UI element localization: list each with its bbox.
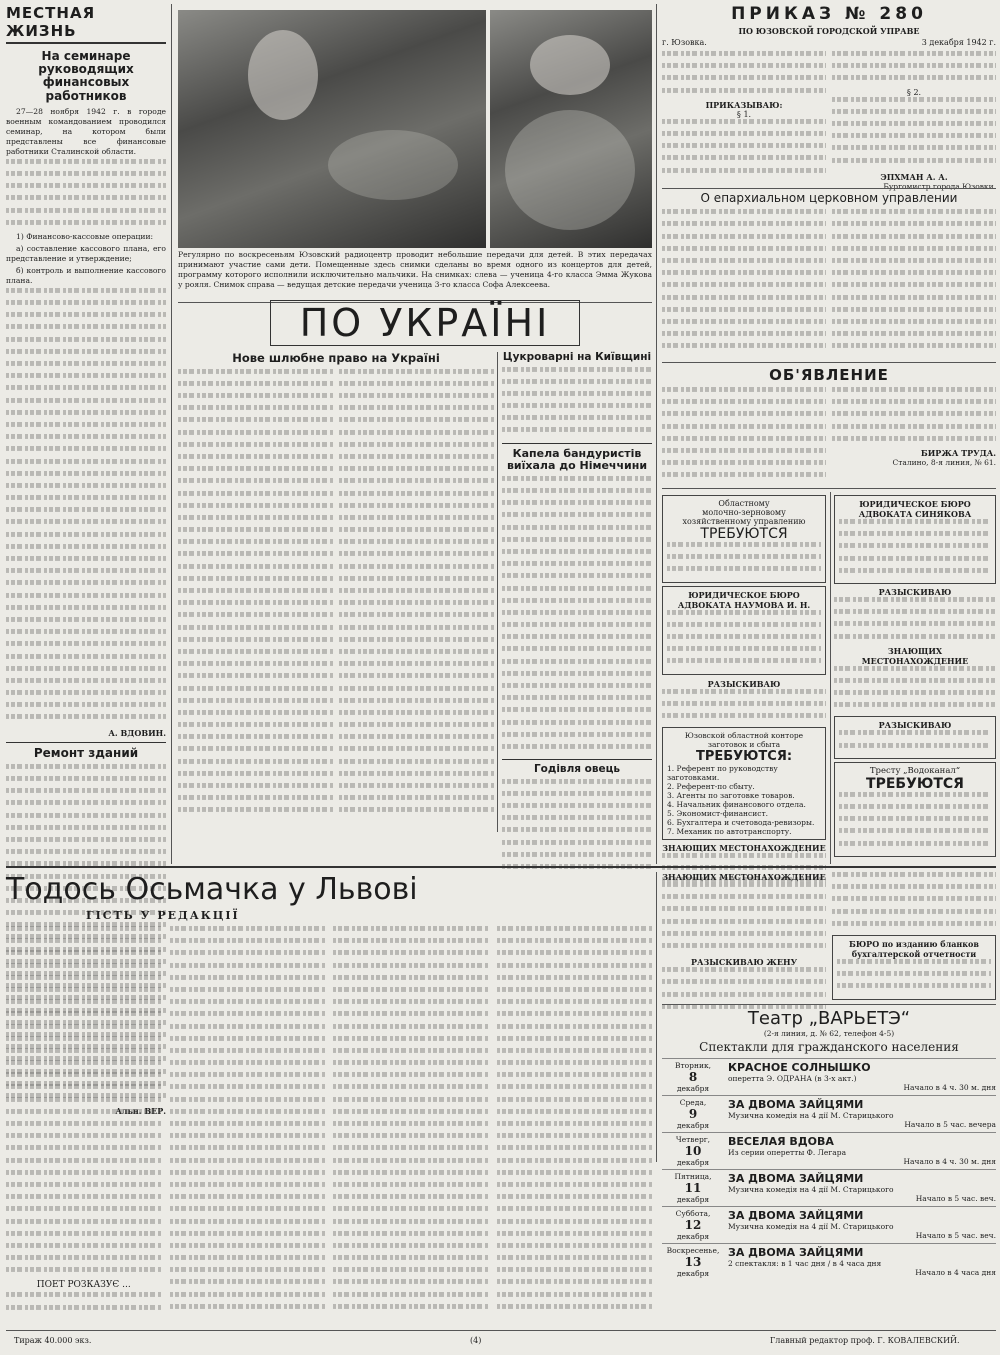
divider [6,742,166,743]
labor-address: Сталино, 8-я линия, № 61. [892,457,996,467]
column-rule [656,4,657,864]
row-month: декабря [676,1121,710,1130]
seminar-intro: 27—28 ноября 1942 г. в городе военным командованием проводился семинар, на котором были представлены все финансовые работники Сталинской области. [6,106,166,156]
office-item: 3. Агенты по заготовке товаров. [667,791,795,801]
announcement-block [662,366,996,486]
office-item: 6. Бухгалтера и счетовода-ревизоры. [667,818,815,828]
row-date: 11 [684,1181,702,1195]
theatre-subtitle: Спектакли для гражданского населения [699,1040,959,1054]
lost-header: ЗНАЮЩИХ МЕСТОНАХОЖДЕНИЕ [662,843,826,854]
page-number: (4) [470,1336,482,1345]
dairy-line-3: хозяйственному управлению [682,517,806,526]
row-month: декабря [676,1232,710,1241]
photo-caption: Регулярно по воскресеньям Юзовский радиоцентр проводит небольшие передачи для детей. В этих передачах принимают участие сами дети. Помещенные здесь снимки сделаны во время одного из концертов для детей, программу которого исполнили исключительно мальчики. На снимках: слева — ученица 4-го класса Эмма Жукова у рояля. Снимок справа — ведущая детские передачи ученица 3-го класса Софа Алексеева. [178,250,652,289]
search-3-header: РАЗЫСКИВАЮ [878,720,952,731]
marriage-law-headline: Нове шлюбне право на Україні [232,351,440,365]
row-date: 10 [684,1144,702,1158]
labor-exchange: БИРЖА ТРУДА. [920,447,996,458]
row-date: 9 [688,1107,698,1121]
seminar-headline: На семинаре руководящих финансовых работников [38,49,134,103]
row-day: Суббота, [675,1209,711,1218]
column-rule [656,872,657,1162]
row-info: 2 спектакля: в 1 час дня / в 4 часа дня [728,1259,882,1268]
search-wife-header: РАЗЫСКИВАЮ ЖЕНУ [690,957,798,968]
row-month: декабря [676,1084,710,1093]
column-rule [171,4,172,864]
rule [662,1004,996,1005]
section-rule [6,866,996,868]
lost-2-header: ЗНАЮЩИХ МЕСТОНАХОЖДЕНИЕ [861,645,969,666]
row-info: Музична комедія на 4 дії М. Старицького [728,1185,894,1194]
bandura-headline: Капела бандуристів виїхала до Німеччини [506,446,648,472]
repair-signature: Альн. ВЕР. [115,1106,166,1117]
row-time: Начало в 5 час. веч. [915,1194,996,1203]
row-show: КРАСНОЕ СОЛНЫШКО [728,1061,871,1074]
dairy-line-2: молочно-зерновому [702,508,786,517]
row-time: Начало в 4 ч. 30 м. дня [903,1157,996,1166]
osmachka-article [6,872,652,1327]
row-month: декабря [676,1158,710,1167]
theatre-schedule [662,1058,996,1280]
church-headline: О епархиальном церковном управлении [700,191,958,205]
order-block [662,4,996,191]
ukraine-banner: ПО УКРАЇНІ [270,300,580,346]
naumov-title: ЮРИДИЧЕСКОЕ БЮРО АДВОКАТА НАУМОВА И. Н. [677,589,811,610]
osmachka-headline: Тодось Осьмачка у Львові [6,872,418,907]
row-info: Из серии оперетты Ф. Легара [728,1148,847,1157]
search-box [834,716,996,758]
row-date: 12 [684,1218,702,1232]
office-pre: Юзовской областной конторе заготовок и сбыта [684,731,804,750]
seminar-list-3: б) контроль и выполнение кассового плана. [6,265,166,285]
row-show: ЗА ДВОМА ЗАЙЦЯМИ [728,1246,864,1259]
order-signer-role: Бургомистр города Юзовки. [883,181,996,191]
poem-subheading: ПОЕТ РОЗКАЗУЄ ... [36,1280,131,1291]
theatre-row [662,1132,996,1169]
row-time: Начало в 5 час. веч. [915,1231,996,1240]
seminar-list-1: 1) Финансово-кассовые операции: [16,231,154,241]
row-show: ВЕСЕЛАЯ ВДОВА [728,1135,834,1148]
theatre-address: (2-я линия, д. № 62, телефон 4-5) [763,1029,895,1038]
office-item: 7. Механик по автотранспорту. [667,827,792,837]
row-info: Музична комедія на 4 дії М. Старицького [728,1111,894,1120]
row-show: ЗА ДВОМА ЗАЙЦЯМИ [728,1098,864,1111]
sinyakov-bureau-ad [834,495,996,584]
search-2-header: РАЗЫСКИВАЮ [878,586,952,597]
rule [662,362,996,363]
row-day: Пятница, [674,1172,712,1181]
office-item: 2. Референт-по сбыту. [667,782,755,792]
ads-left [662,492,826,864]
photo-right [490,10,652,248]
theatre-row [662,1169,996,1206]
row-show: ЗА ДВОМА ЗАЙЦЯМИ [728,1172,864,1185]
dairy-ad [662,495,826,583]
theatre-row [662,1095,996,1132]
dairy-wanted: ТРЕБУЮТСЯ [700,526,788,542]
order-title: ПРИКАЗ № 280 [731,4,927,24]
repair-headline: Ремонт зданий [33,745,139,760]
office-ad [662,727,826,840]
ads-right [834,492,996,864]
photo-left [178,10,486,248]
row-date: 8 [688,1070,698,1084]
seminar-body-1 [6,159,166,231]
office-item: 4. Начальник финансового отдела. [667,800,806,810]
row-day: Воскресенье, [666,1246,720,1255]
order-decree-label: ПРИКАЗЫВАЮ: [705,99,783,110]
vodokanal-title: Тресту „Водоканал“ [869,765,961,776]
row-day: Четверг, [675,1135,711,1144]
blank-bureau-ad [832,935,996,1000]
order-city: г. Юзовка. [662,38,707,47]
bureau-title: БЮРО по изданию бланков бухгалтерской отчетности [849,938,979,959]
sugar-headline: Цукроварні на Київщині [502,351,652,363]
naumov-bureau-ad [662,586,826,675]
print-run: Тираж 40.000 экз. [14,1336,92,1345]
order-signer: ЭПХМАН А. А. [880,171,948,182]
announcement-headline: ОБ'ЯВЛЕНИЕ [769,366,889,384]
office-item: 1. Референт по руководству заготовками. [667,764,778,783]
seminar-signature: А. ВДОВИН. [108,727,166,738]
rule [662,488,996,489]
office-item: 5. Экономист-финансист. [667,809,768,819]
theatre-title: Театр „ВАРЬЕТЭ“ [747,1008,911,1029]
osmachka-subtitle: ГІСТЬ У РЕДАКЦІЇ [86,909,240,922]
footer-rule [6,1330,996,1331]
row-show: ЗА ДВОМА ЗАЙЦЯМИ [728,1209,864,1222]
row-month: декабря [676,1269,710,1278]
rule [662,188,996,189]
column-rule [830,492,831,864]
vodokanal-ad [834,762,996,857]
seminar-body-2 [6,288,166,726]
column-rule [497,352,498,832]
row-day: Среда, [679,1098,707,1107]
theatre-row [662,1206,996,1243]
row-time: Начало в 4 ч. 30 м. дня [903,1083,996,1092]
row-info: Музична комедія на 4 дії М. Старицького [728,1222,894,1231]
dairy-line-1: Областному [718,499,770,508]
row-info: оперетта Э. ОДРАНА (в 3-х акт.) [728,1074,857,1083]
lost-3-header: ЗНАЮЩИХ МЕСТОНАХОЖДЕНИЕ [662,872,826,882]
row-time: Начало в 5 час. вечера [904,1120,996,1129]
row-date: 13 [684,1255,702,1269]
section-header: МЕСТНАЯ ЖИЗНЬ [6,4,166,44]
church-block [662,192,996,357]
sugar-article [502,352,652,832]
order-point-1: § 1. [736,109,752,119]
editor-line: Главный редактор проф. Г. КОВАЛЕВСКИЙ. [770,1336,960,1345]
order-subtitle: ПО ЮЗОВСКОЙ ГОРОДСКОЙ УПРАВЕ [738,26,920,36]
search-1-header: РАЗЫСКИВАЮ [707,678,781,689]
theatre-row [662,1058,996,1095]
row-time: Начало в 4 часа дня [915,1268,996,1277]
order-point-2: § 2. [906,87,922,97]
marriage-law-article [178,352,494,832]
seminar-list-2: а) составление кассового плана, его представление и утверждение; [6,243,166,263]
row-month: декабря [676,1195,710,1204]
office-wanted: ТРЕБУЮТСЯ: [695,749,793,765]
sheep-headline: Годівля овець [533,763,621,776]
vodokanal-wanted: ТРЕБУЮТСЯ [866,775,964,792]
theatre-block [662,1008,996,1328]
sinyakov-title: ЮРИДИЧЕСКОЕ БЮРО АДВОКАТА СИНЯКОВА [858,499,972,519]
theatre-row [662,1243,996,1280]
order-date: 3 декабря 1942 г. [921,38,996,47]
row-day: Вторник, [674,1061,712,1070]
